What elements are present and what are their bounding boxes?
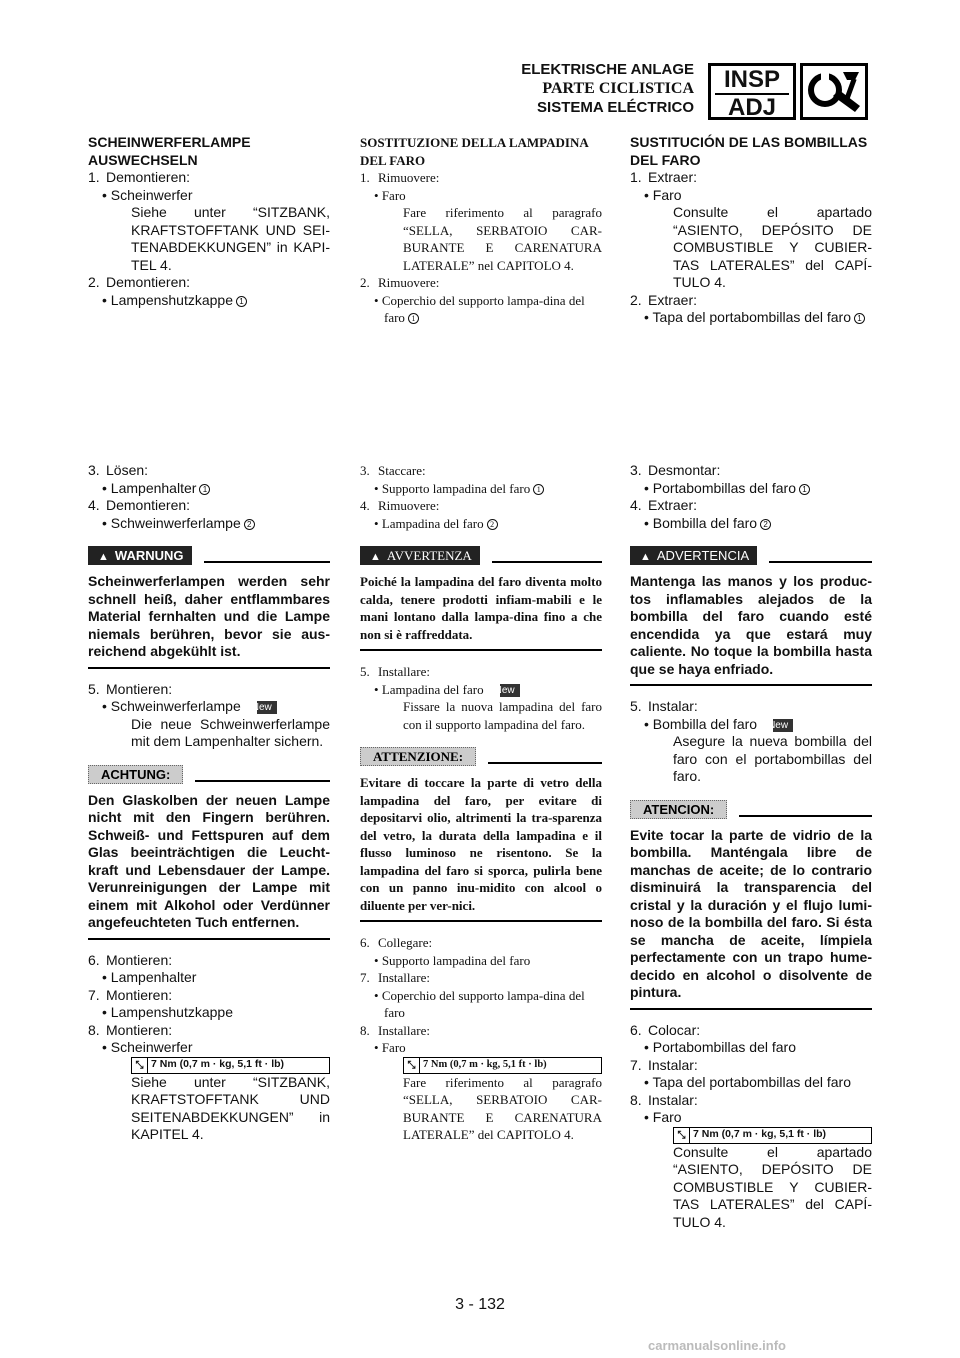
step-5: 5. Instalar: xyxy=(630,698,698,714)
reference-text: Consulte el apartado “ASIENTO, DEPÓSITO DE COMBUSTIBLE Y CUBIER-TAS LATERALES” del CAPÍ-TULO 4. xyxy=(673,1143,872,1230)
callout-1: 1 xyxy=(533,484,544,495)
warning-text: Poiché la lampadina del faro diventa molto calda, tenere prodotti infiam-mabili e le mani lontano dalla lampa-dina fino a che non si è raffreddata. xyxy=(360,573,602,651)
new-badge: New xyxy=(500,684,520,697)
bullet-item: • Lampenshutzkappe xyxy=(88,1004,330,1022)
instruction-text: Asegure la nueva bombilla del faro con el portabombillas del faro. xyxy=(673,733,872,784)
callout-1: 1 xyxy=(236,296,247,307)
caution-label: ATENCION: xyxy=(630,800,727,819)
step-1: 1. Extraer: xyxy=(630,169,698,185)
bullet-item: • Lampenhalter xyxy=(88,969,330,987)
bullet-item: • Lampenhalter 1 xyxy=(88,480,330,498)
caution-header xyxy=(360,747,602,766)
insp-adj-badge xyxy=(708,63,796,120)
warning-text: Scheinwerferlampen werden sehr schnell heiß, daher entflammbares Material fernhalten und die Lampe niemals berühren, bevor sie aus-reichend abgekühlt ist. xyxy=(88,573,330,669)
reference-text: Fare riferimento al paragrafo “SELLA, SERBATOIO CAR-BURANTE E CARENATURA LATERALE” nel CAPITOLO 4. xyxy=(403,205,602,273)
reference-text: Consulte el apartado “ASIENTO, DEPÓSITO DE COMBUSTIBLE Y CUBIER-TAS LATERALES” del CAPÍ-TULO 4. xyxy=(673,204,872,290)
torque-wrench-icon: ⤡ xyxy=(132,1058,148,1073)
bullet-item: • Bombilla del faro New xyxy=(630,716,872,734)
bullet-item: • Faro xyxy=(360,187,602,205)
step-3: 3. Lösen: xyxy=(88,462,149,478)
bullet-item: • Lampenshutzkappe 1 xyxy=(88,292,330,310)
instruction-text: Fissare la nuova lampadina del faro con il supporto lampadina del faro. xyxy=(403,699,602,732)
section-titles xyxy=(521,60,694,117)
bullet-item: • Supporto lampadina del faro 1 xyxy=(360,480,602,498)
callout-2: 2 xyxy=(244,519,255,530)
footer-watermark[interactable]: carmanualsonline.info xyxy=(648,1338,786,1353)
bullet-item: • Tapa del portabombillas del faro 1 xyxy=(630,309,872,327)
step-2: 2. Rimuovere: xyxy=(360,275,440,290)
warning-text: Mantenga las manos y los produc-tos inflamables alejados de la bombilla del faro cuando esté encendida ya que estará muy caliente. No toque la bombilla hasta que se haya enfriado. xyxy=(630,573,872,686)
warning-label: ▲ ADVERTENCIA xyxy=(630,546,757,565)
bullet-item: • Scheinwerfer xyxy=(88,187,330,205)
step-8: 8. Installare: xyxy=(360,1022,430,1038)
warning-triangle-icon: ▲ xyxy=(370,551,381,563)
step-2: 2. Extraer: xyxy=(630,291,698,308)
step-6: 6. Collegare: xyxy=(360,935,433,950)
bullet-item: • Bombilla del faro 2 xyxy=(630,515,872,533)
column-italian-lower xyxy=(360,462,602,1144)
warning-label: ▲ AVVERTENZA xyxy=(360,546,480,565)
bullet-item: • Schweinwerferlampe New xyxy=(88,698,330,716)
step-4: 4. Rimuovere: xyxy=(360,498,440,513)
torque-wrench-icon: ⤡ xyxy=(674,1128,690,1143)
caution-label: ATTENZIONE: xyxy=(360,747,476,766)
column-spanish-lower xyxy=(630,462,872,1231)
section-title-es: SISTEMA ELÉCTRICO xyxy=(537,99,694,116)
bullet-item: • Scheinwerfer xyxy=(88,1039,330,1057)
insp-label: INSP xyxy=(715,66,789,95)
step-7: 7. Montieren: xyxy=(88,986,173,1003)
divider xyxy=(739,815,872,817)
warning-header xyxy=(360,546,602,565)
bullet-item: • Supporto lampadina del faro xyxy=(360,952,602,970)
bullet-item: • Coperchio del supporto lampa-dina del faro xyxy=(360,987,602,1022)
callout-1: 1 xyxy=(854,313,865,324)
section-heading: SOSTITUZIONE DELLA LAMPADINA DEL FARO xyxy=(360,135,589,168)
bullet-item: • Portabombillas del faro xyxy=(630,1039,872,1057)
wrench-icon xyxy=(800,63,868,120)
callout-1: 1 xyxy=(408,313,419,324)
step-7: 7. Installare: xyxy=(360,970,430,985)
step-7: 7. Instalar: xyxy=(630,1056,698,1073)
torque-spec: ⤡ 7 Nm (0,7 m · kg, 5,1 ft · lb) xyxy=(673,1127,872,1144)
step-5: 5. Montieren: xyxy=(88,680,173,697)
section-heading: SUSTITUCIÓN DE LAS BOMBILLAS DEL FARO xyxy=(630,134,868,168)
adj-label: ADJ xyxy=(727,94,776,121)
step-6: 6. Montieren: xyxy=(88,951,173,968)
page-number: 3 - 132 xyxy=(455,1296,505,1313)
step-8: 8. Instalar: xyxy=(630,1091,698,1108)
new-badge: New xyxy=(773,719,793,732)
divider xyxy=(195,780,330,782)
divider xyxy=(492,561,602,563)
torque-spec: ⤡ 7 Nm (0,7 m · kg, 5,1 ft · lb) xyxy=(403,1057,602,1074)
callout-2: 2 xyxy=(760,519,771,530)
caution-text: Evitare di toccare la parte di vetro della lampadina del faro, per evitare di depositarvi olio, altrimenti la tra-sparenza del vetro, la durata della lampadina e il flusso luminoso ne risentono. Se la lampadina del faro si sporca, pulirla bene con un panno inu-midito con alcool o diluente per ver-nici. xyxy=(360,774,602,922)
step-2: 2. Demontieren: xyxy=(88,274,191,290)
callout-2: 2 xyxy=(487,519,498,530)
step-4: 4. Extraer: xyxy=(630,497,698,513)
caution-text: Evite tocar la parte de vidrio de la bombilla. Manténgala libre de manchas de aceite; de lo contrario disminuirá la transparencia del cristal y la duración y el flujo lumi-noso de la bombilla del faro. Si ésta se mancha de aceite, límpiela perfectamente con un trapo hume-decido en alcohol o disolvente de pintura. xyxy=(630,827,872,1010)
caution-header xyxy=(88,765,330,784)
divider xyxy=(204,561,331,563)
caution-header xyxy=(630,800,872,819)
warning-header xyxy=(88,546,330,565)
bullet-item: • Lampadina del faro 2 xyxy=(360,515,602,533)
bullet-item: • Portabombillas del faro 1 xyxy=(630,480,872,498)
bullet-item: • Lampadina del faro New xyxy=(360,681,602,699)
warning-triangle-icon: ▲ xyxy=(640,551,651,563)
new-badge: New xyxy=(257,701,277,714)
step-4: 4. Demontieren: xyxy=(88,497,191,513)
torque-wrench-icon: ⤡ xyxy=(404,1058,420,1073)
instruction-text: Die neue Schweinwerferlampe mit dem Lampenhalter sichern. xyxy=(131,715,330,749)
divider xyxy=(769,561,872,563)
reference-text: Fare riferimento al paragrafo “SELLA, SERBATOIO CAR-BURANTE E CARENATURA LATERALE” del CAPITOLO 4. xyxy=(403,1074,602,1142)
torque-spec: ⤡ 7 Nm (0,7 m · kg, 5,1 ft · lb) xyxy=(131,1057,330,1074)
caution-text: Den Glaskolben der neuen Lampe nicht mit den Fingern berühren. Schweiß- und Fettspuren auf dem Glas beeinträchtigen die Leucht-kraft und Lebensdauer der Lampe. Verunreinigungen der Lampe mit einem mit Alkohol oder Verdünner angefeuchteten Tuch entfernen. xyxy=(88,792,330,940)
bullet-item: • Coperchio del supporto lampa-dina del faro 1 xyxy=(360,292,602,327)
step-8: 8. Montieren: xyxy=(88,1021,173,1038)
warning-label: ▲ WARNUNG xyxy=(88,546,192,565)
bullet-item: • Schweinwerferlampe 2 xyxy=(88,515,330,533)
step-3: 3. Desmontar: xyxy=(630,462,721,478)
step-6: 6. Colocar: xyxy=(630,1021,701,1038)
step-5: 5. Installare: xyxy=(360,664,430,679)
reference-text: Siehe unter “SITZBANK, KRAFTSTOFFTANK UND SEITENABDEKKUNGEN” in KAPITEL 4. xyxy=(131,1073,330,1142)
bullet-item: • Faro xyxy=(360,1039,602,1057)
divider xyxy=(488,762,602,764)
caution-label: ACHTUNG: xyxy=(88,765,183,784)
column-spanish xyxy=(630,134,872,327)
column-german xyxy=(88,134,330,309)
step-1: 1. Rimuovere: xyxy=(360,170,440,185)
callout-1: 1 xyxy=(799,484,810,495)
section-title-it: PARTE CICLISTICA xyxy=(542,80,694,97)
bullet-item: • Tapa del portabombillas del faro xyxy=(630,1074,872,1092)
warning-triangle-icon: ▲ xyxy=(98,551,109,563)
column-italian xyxy=(360,134,602,327)
callout-1: 1 xyxy=(199,484,210,495)
step-1: 1. Demontieren: xyxy=(88,169,191,185)
warning-header xyxy=(630,546,872,565)
page-header xyxy=(0,0,960,125)
section-title-de: ELEKTRISCHE ANLAGE xyxy=(521,61,694,78)
column-german-lower xyxy=(88,462,330,1144)
reference-text: Siehe unter “SITZBANK, KRAFTSTOFFTANK UND SEI-TENABDEKKUNGEN” in KAPI-TEL 4. xyxy=(131,204,330,273)
section-heading: SCHEINWERFERLAMPE AUSWECHSELN xyxy=(88,134,251,168)
bullet-item: • Faro xyxy=(630,1109,872,1127)
step-3: 3. Staccare: xyxy=(360,463,426,478)
bullet-item: • Faro xyxy=(630,187,872,205)
